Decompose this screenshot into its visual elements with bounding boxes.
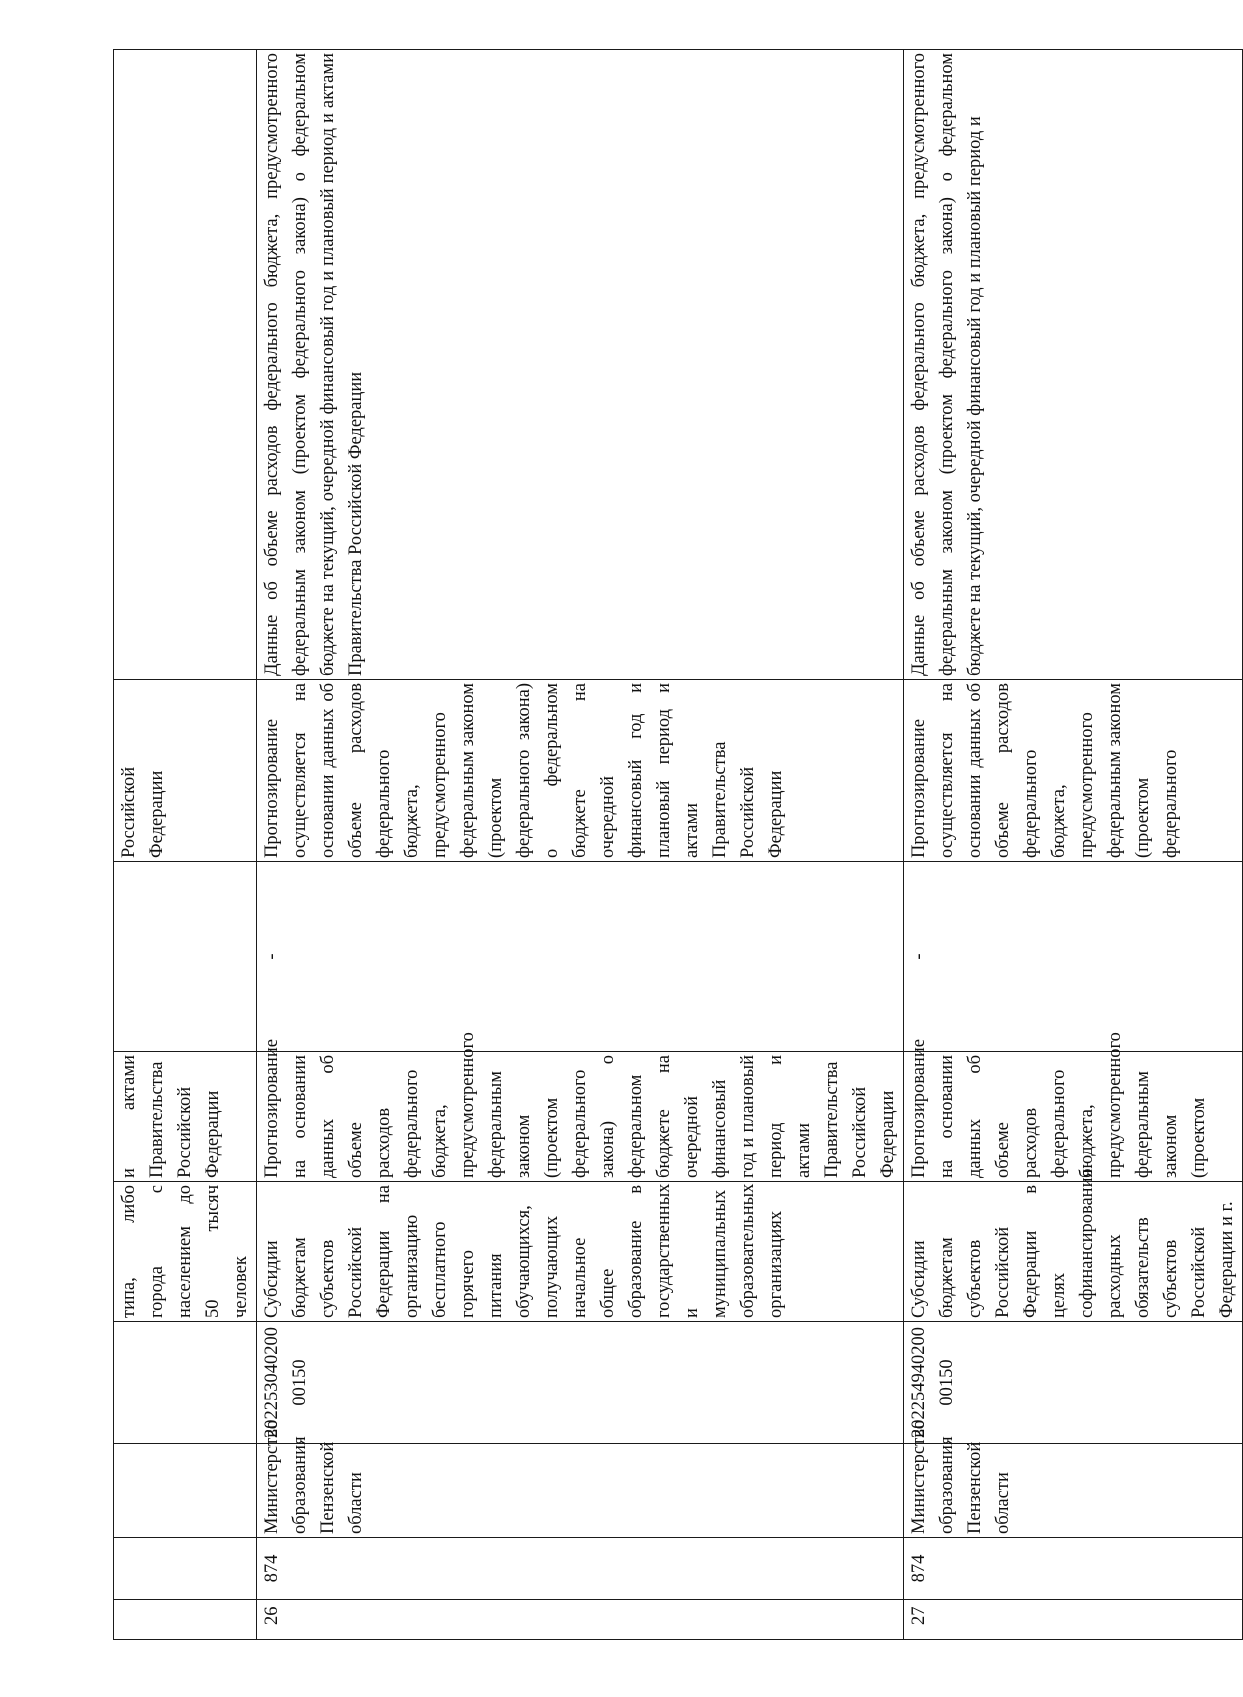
cell-source: Данные об объеме расходов федерального бюджета, предусмотренного федеральным законом (проектом федерального закона) о федеральном бюджете на текущий, очередной финансовый год и плановый период и: [904, 50, 1243, 680]
cell-formula: -: [257, 862, 904, 1052]
cell-admin: Министерство образования Пензенской области: [257, 1444, 904, 1538]
cell-method: и актами Правительства Российской Федерации: [114, 1052, 257, 1182]
cell-code: 874: [904, 1538, 1243, 1600]
rotated-sheet: [113, 50, 1237, 1640]
cell-kbk: [114, 1322, 257, 1444]
table-row: [904, 50, 1243, 1640]
cell-name: Субсидии бюджетам субъектов Российской Федерации на организацию бесплатного горячего питания обучающихся, получающих начальное общее образование в государственных и муниципальных образовательных организациях: [257, 1182, 904, 1322]
cell-formula: -: [904, 862, 1243, 1052]
cell-algorithm: Российской Федерации: [114, 680, 257, 862]
cell-no: [114, 1600, 257, 1640]
cell-kbk: 20225304020000150: [257, 1322, 904, 1444]
cell-formula: [114, 862, 257, 1052]
cell-method: Прогнозирование на основании данных об объеме расходов федерального бюджета, предусмотренного федеральным законом (проектом федерального закона) о федеральном бюджете на очередной финансовый год и плановый период и актами Правительства Российской Федерации: [257, 1052, 904, 1182]
cell-no: 27: [904, 1600, 1243, 1640]
cell-admin: [114, 1444, 257, 1538]
cell-algorithm: Прогнозирование осуществляется на основании данных об объеме расходов федерального бюджета, предусмотренного федеральным законом (проектом федерального: [904, 680, 1243, 862]
cell-admin: Министерство образования Пензенской области: [904, 1444, 1243, 1538]
table-row: [257, 50, 904, 1640]
cell-source: [114, 50, 257, 680]
cell-kbk: 20225494020000150: [904, 1322, 1243, 1444]
table-row: [114, 50, 257, 1640]
cell-source: Данные об объеме расходов федерального бюджета, предусмотренного федеральным законом (проектом федерального закона) о федеральном бюджете на текущий, очередной финансовый год и плановый период и актами Правительства Российской Федерации: [257, 50, 904, 680]
revenue-forecast-table: [113, 49, 1243, 1640]
cell-name: Субсидии бюджетам субъектов Российской Федерации в целях софинансирования расходных обязательств субъектов Российской Федерации и г.: [904, 1182, 1243, 1322]
cell-algorithm: Прогнозирование осуществляется на основании данных об объеме расходов федерального бюджета, предусмотренного федеральным законом (проектом федерального закона) о федеральном бюджете на очередной финансовый год и плановый период и актами Правительства Российской Федерации: [257, 680, 904, 862]
cell-code: 874: [257, 1538, 904, 1600]
cell-no: 26: [257, 1600, 904, 1640]
cell-name: типа, либо города с населением до 50 тысяч человек: [114, 1182, 257, 1322]
cell-code: [114, 1538, 257, 1600]
cell-method: Прогнозирование на основании данных об объеме расходов федерального бюджета, предусмотренного федеральным законом (проектом: [904, 1052, 1243, 1182]
